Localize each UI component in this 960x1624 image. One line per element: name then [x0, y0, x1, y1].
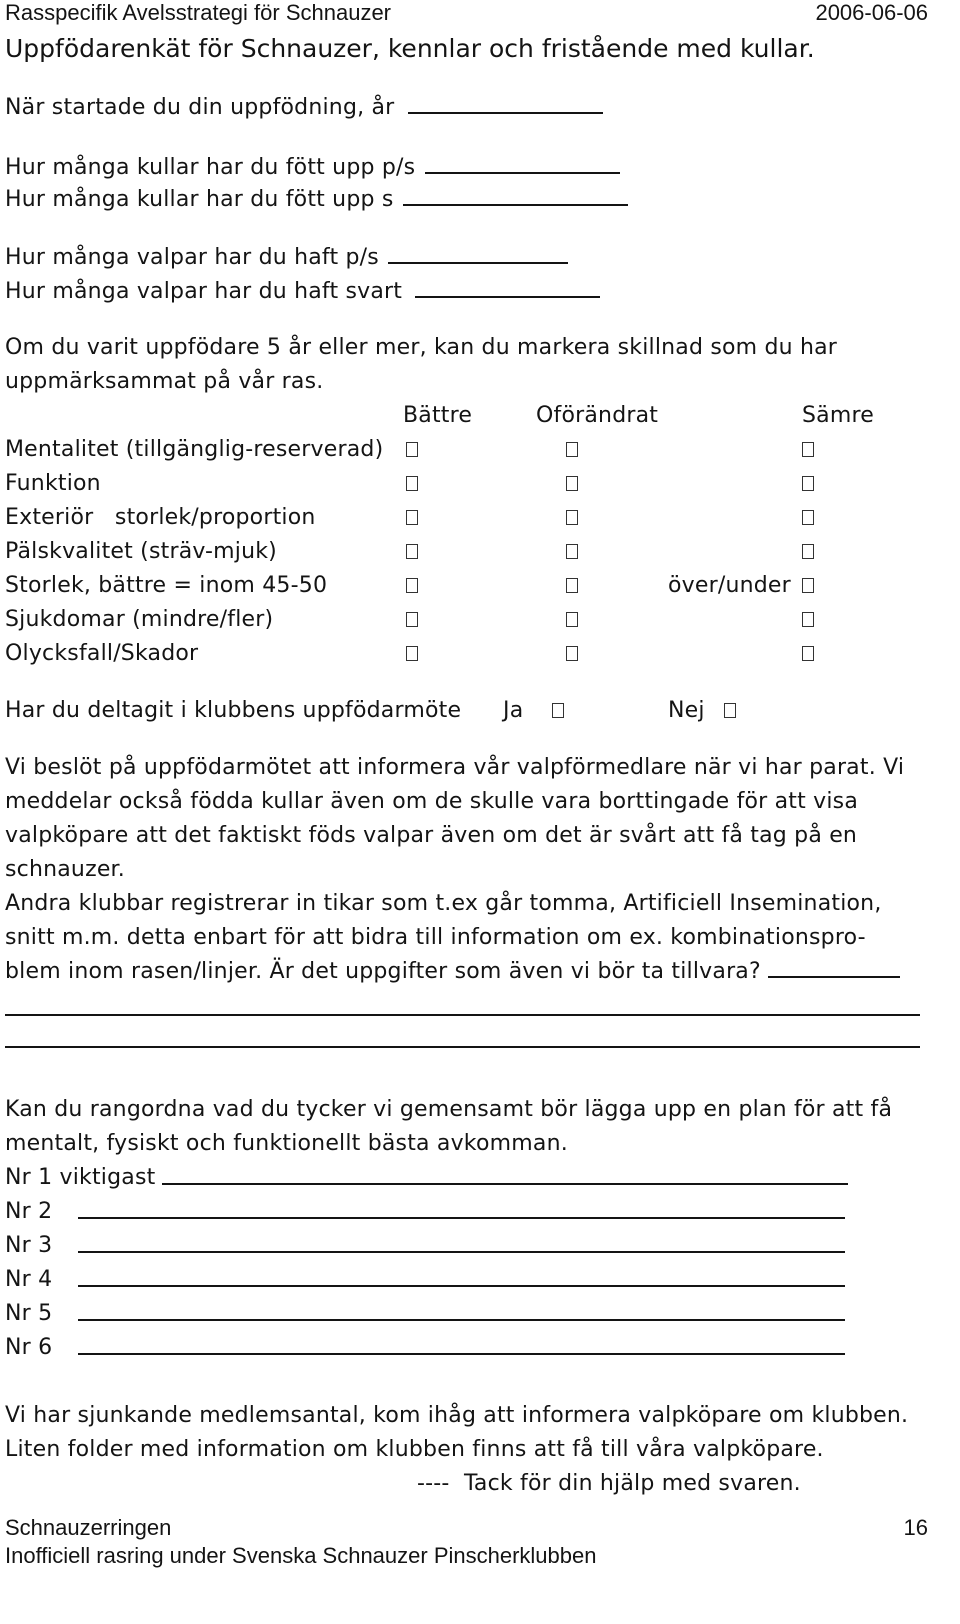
ranking-item [5, 1267, 52, 1292]
question-puppies-black [5, 279, 600, 304]
ranking-label: Nr 2 [5, 1199, 53, 1224]
ranking-answer-line[interactable] [78, 1285, 845, 1287]
checkbox-unchanged[interactable] [566, 646, 578, 661]
checkbox-unchanged[interactable] [566, 442, 578, 457]
paragraph-line: Vi beslöt på uppfödarmötet att informera vår valpförmedlare när vi har parat. Vi [5, 755, 905, 780]
row-label: Sjukdomar (mindre/fler) [5, 607, 274, 632]
paragraph-question: blem inom rasen/linjer. Är det uppgifter som även vi bör ta tillvara? [5, 959, 761, 984]
checkbox-better[interactable] [406, 476, 418, 491]
question-start-year [5, 95, 603, 120]
ranking-item [5, 1233, 52, 1258]
column-header-worse: Sämre [802, 403, 874, 428]
checkbox-worse[interactable] [802, 510, 814, 525]
ranking-line: Kan du rangordna vad du tycker vi gemensamt bör lägga upp en plan för att få [5, 1097, 893, 1122]
checkbox-worse[interactable] [802, 476, 814, 491]
question-label: Hur många kullar har du fött upp s [5, 187, 394, 212]
column-header-unchanged: Oförändrat [536, 403, 659, 428]
ranking-answer-line[interactable] [78, 1251, 845, 1253]
row-label: Funktion [5, 471, 101, 496]
answer-line[interactable] [5, 1014, 920, 1016]
answer-line[interactable] [408, 96, 603, 114]
ranking-item [5, 1199, 52, 1224]
checkbox-no[interactable] [724, 703, 736, 718]
checkbox-yes[interactable] [552, 703, 564, 718]
checkbox-worse[interactable] [802, 612, 814, 627]
row-label: Storlek, bättre = inom 45-50 [5, 573, 328, 598]
ranking-answer-line[interactable] [78, 1217, 845, 1219]
question-litters-ps [5, 155, 620, 180]
question-label: När startade du din uppfödning, år [5, 95, 395, 120]
footer-page-number: 16 [903, 1515, 928, 1540]
ranking-item [5, 1165, 155, 1190]
row-label: Exteriör storlek/proportion [5, 505, 316, 530]
question-litters-s [5, 187, 628, 212]
checkbox-better[interactable] [406, 578, 418, 593]
paragraph-line: valpköpare att det faktiskt föds valpar även om det är svårt att få tag på en [5, 823, 858, 848]
question-label: Hur många kullar har du fött upp p/s [5, 155, 416, 180]
checkbox-unchanged[interactable] [566, 476, 578, 491]
paragraph-line [5, 959, 900, 984]
intro-line: uppmärksammat på vår ras. [5, 369, 324, 394]
closing-thanks: ---- Tack för din hjälp med svaren. [417, 1471, 801, 1496]
checkbox-unchanged[interactable] [566, 510, 578, 525]
checkbox-better[interactable] [406, 442, 418, 457]
footer-publication: Schnauzerringen [5, 1515, 172, 1540]
answer-line[interactable] [415, 280, 600, 298]
row-extra-label: över/under [668, 573, 791, 598]
checkbox-worse[interactable] [802, 646, 814, 661]
row-label: Mentalitet (tillgänglig-reserverad) [5, 437, 384, 462]
checkbox-worse[interactable] [802, 544, 814, 559]
checkbox-worse[interactable] [802, 578, 814, 593]
checkbox-better[interactable] [406, 612, 418, 627]
answer-line[interactable] [388, 246, 568, 264]
intro-line: Om du varit uppfödare 5 år eller mer, kan du markera skillnad som du har [5, 335, 838, 360]
checkbox-better[interactable] [406, 510, 418, 525]
document-header-title: Rasspecifik Avelsstrategi för Schnauzer [5, 0, 391, 25]
paragraph-line: snitt m.m. detta enbart för att bidra till information om ex. kombinationspro- [5, 925, 866, 950]
ranking-line: mentalt, fysiskt och funktionellt bästa avkomman. [5, 1131, 568, 1156]
page-title: Uppfödarenkät för Schnauzer, kennlar och fristående med kullar. [5, 34, 815, 63]
ranking-item [5, 1335, 52, 1360]
checkbox-unchanged[interactable] [566, 544, 578, 559]
question-label: Hur många valpar har du haft p/s [5, 245, 379, 270]
question-puppies-ps [5, 245, 568, 270]
checkbox-worse[interactable] [802, 442, 814, 457]
answer-line[interactable] [768, 960, 900, 978]
answer-line[interactable] [5, 1046, 920, 1048]
checkbox-unchanged[interactable] [566, 612, 578, 627]
ranking-label: Nr 6 [5, 1335, 53, 1360]
column-header-better: Bättre [403, 403, 473, 428]
meeting-no-label: Nej [668, 698, 705, 723]
document-header-date: 2006-06-06 [815, 0, 928, 25]
ranking-answer-line[interactable] [78, 1319, 845, 1321]
closing-line: Vi har sjunkande medlemsantal, kom ihåg att informera valpköpare om klubben. [5, 1403, 909, 1428]
ranking-answer-line[interactable] [162, 1183, 848, 1185]
checkbox-better[interactable] [406, 544, 418, 559]
paragraph-line: meddelar också födda kullar även om de skulle vara borttingade för att visa [5, 789, 859, 814]
row-label: Pälskvalitet (sträv-mjuk) [5, 539, 277, 564]
checkbox-unchanged[interactable] [566, 578, 578, 593]
row-label: Olycksfall/Skador [5, 641, 199, 666]
footer-subtitle: Inofficiell rasring under Svenska Schnauzer Pinscherklubben [5, 1543, 597, 1568]
meeting-yes-label: Ja [503, 698, 524, 723]
ranking-label: Nr 4 [5, 1267, 53, 1292]
closing-line: Liten folder med information om klubben finns att få till våra valpköpare. [5, 1437, 824, 1462]
meeting-question: Har du deltagit i klubbens uppfödarmöte [5, 698, 462, 723]
checkbox-better[interactable] [406, 646, 418, 661]
answer-line[interactable] [403, 188, 628, 206]
ranking-label: Nr 3 [5, 1233, 53, 1258]
ranking-item [5, 1301, 52, 1326]
ranking-label: Nr 5 [5, 1301, 53, 1326]
paragraph-line: Andra klubbar registrerar in tikar som t.ex går tomma, Artificiell Insemination, [5, 891, 882, 916]
paragraph-line: schnauzer. [5, 857, 125, 882]
ranking-answer-line[interactable] [78, 1353, 845, 1355]
question-label: Hur många valpar har du haft svart [5, 279, 403, 304]
answer-line[interactable] [425, 156, 620, 174]
ranking-label: Nr 1 viktigast [5, 1165, 156, 1190]
